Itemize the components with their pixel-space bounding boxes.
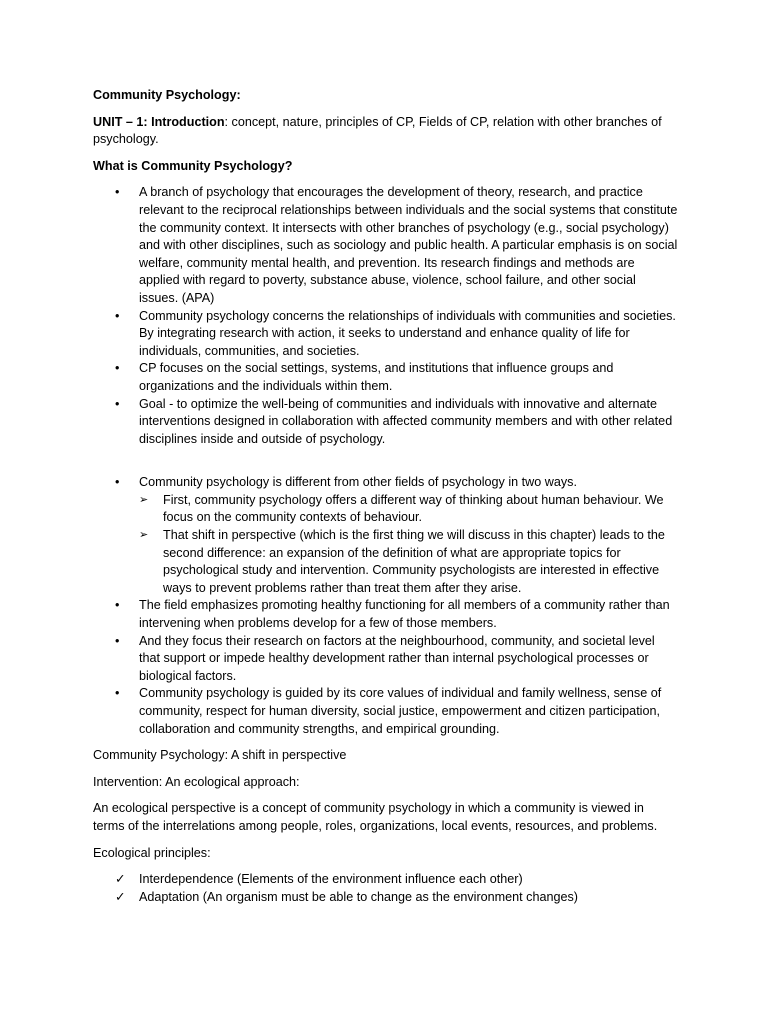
sub-list — [139, 492, 678, 598]
list-item: • A branch of psychology that encourages the development of theory, research, and practice relevant to the reciprocal relationships between individuals and the social systems that constitute the community context. It intersects with other branches of psychology (e.g., social psychology) and with other disciplines, such as sociology and public health. A particular emphasis is on social welfare, community mental health, and prevention. Its research findings and methods are applied with regard to poverty, substance abuse, violence, school failure, and other social issues. (APA) — [93, 184, 678, 307]
check-item: ✓ Interdependence (Elements of the environment influence each other) — [93, 871, 678, 889]
differences-list — [93, 474, 678, 738]
intervention-heading: Intervention: An ecological approach: — [93, 774, 300, 789]
list-item: • Community psychology concerns the relationships of individuals with communities and societies. By integrating research with action, it seeks to understand and enhance quality of life for individuals, communities, and societies. — [93, 308, 678, 361]
document-heading: Community Psychology: — [93, 88, 241, 102]
unit-text: : concept, nature, principles of CP, Fields of CP, relation with other branches of psychology. — [93, 114, 662, 147]
check-item: ✓ Adaptation (An organism must be able to change as the environment changes) — [93, 889, 678, 907]
ecological-paragraph: An ecological perspective is a concept of community psychology in which a community is viewed in terms of the interrelations among people, roles, organizations, local events, resources, and problems. — [93, 801, 658, 833]
sub-list-item: ➢ That shift in perspective (which is the first thing we will discuss in this chapter) leads to the second difference: an expansion of the definition of what are appropriate topics for psychological study and intervention. Community psychologists are interested in effective ways to prevent problems rather than treat them after they arise. — [139, 527, 678, 597]
unit-line — [93, 114, 678, 149]
list-item — [93, 474, 678, 597]
list-item-text: Community psychology is different from other fields of psychology in two ways. — [139, 475, 577, 490]
list-item: • CP focuses on the social settings, systems, and institutions that influence groups and organizations and the individuals within them. — [93, 360, 678, 395]
spacer — [93, 457, 678, 474]
list-item: • Goal - to optimize the well-being of communities and individuals with innovative and alternate interventions designed in collaboration with affected community members and with other related disciplines inside and outside of psychology. — [93, 396, 678, 449]
section-question: What is Community Psychology? — [93, 158, 293, 173]
list-item: • The field emphasizes promoting healthy functioning for all members of a community rather than intervening when problems develop for a few of those members. — [93, 597, 678, 632]
sub-list-item: ➢ First, community psychology offers a different way of thinking about human behaviour. We focus on the community contexts of behaviour. — [139, 492, 678, 527]
definition-list — [93, 184, 678, 448]
list-item: • Community psychology is guided by its core values of individual and family wellness, sense of community, respect for human diversity, social justice, empowerment and citizen participation, collaboration and community strengths, and empirical grounding. — [93, 685, 678, 738]
principles-list — [93, 871, 678, 906]
shift-heading: Community Psychology: A shift in perspective — [93, 748, 347, 763]
principles-label: Ecological principles: — [93, 845, 211, 860]
unit-label: UNIT – 1: Introduction — [93, 114, 225, 129]
list-item: • And they focus their research on factors at the neighbourhood, community, and societal level that support or impede healthy development rather than internal psychological processes or biological factors. — [93, 633, 678, 686]
